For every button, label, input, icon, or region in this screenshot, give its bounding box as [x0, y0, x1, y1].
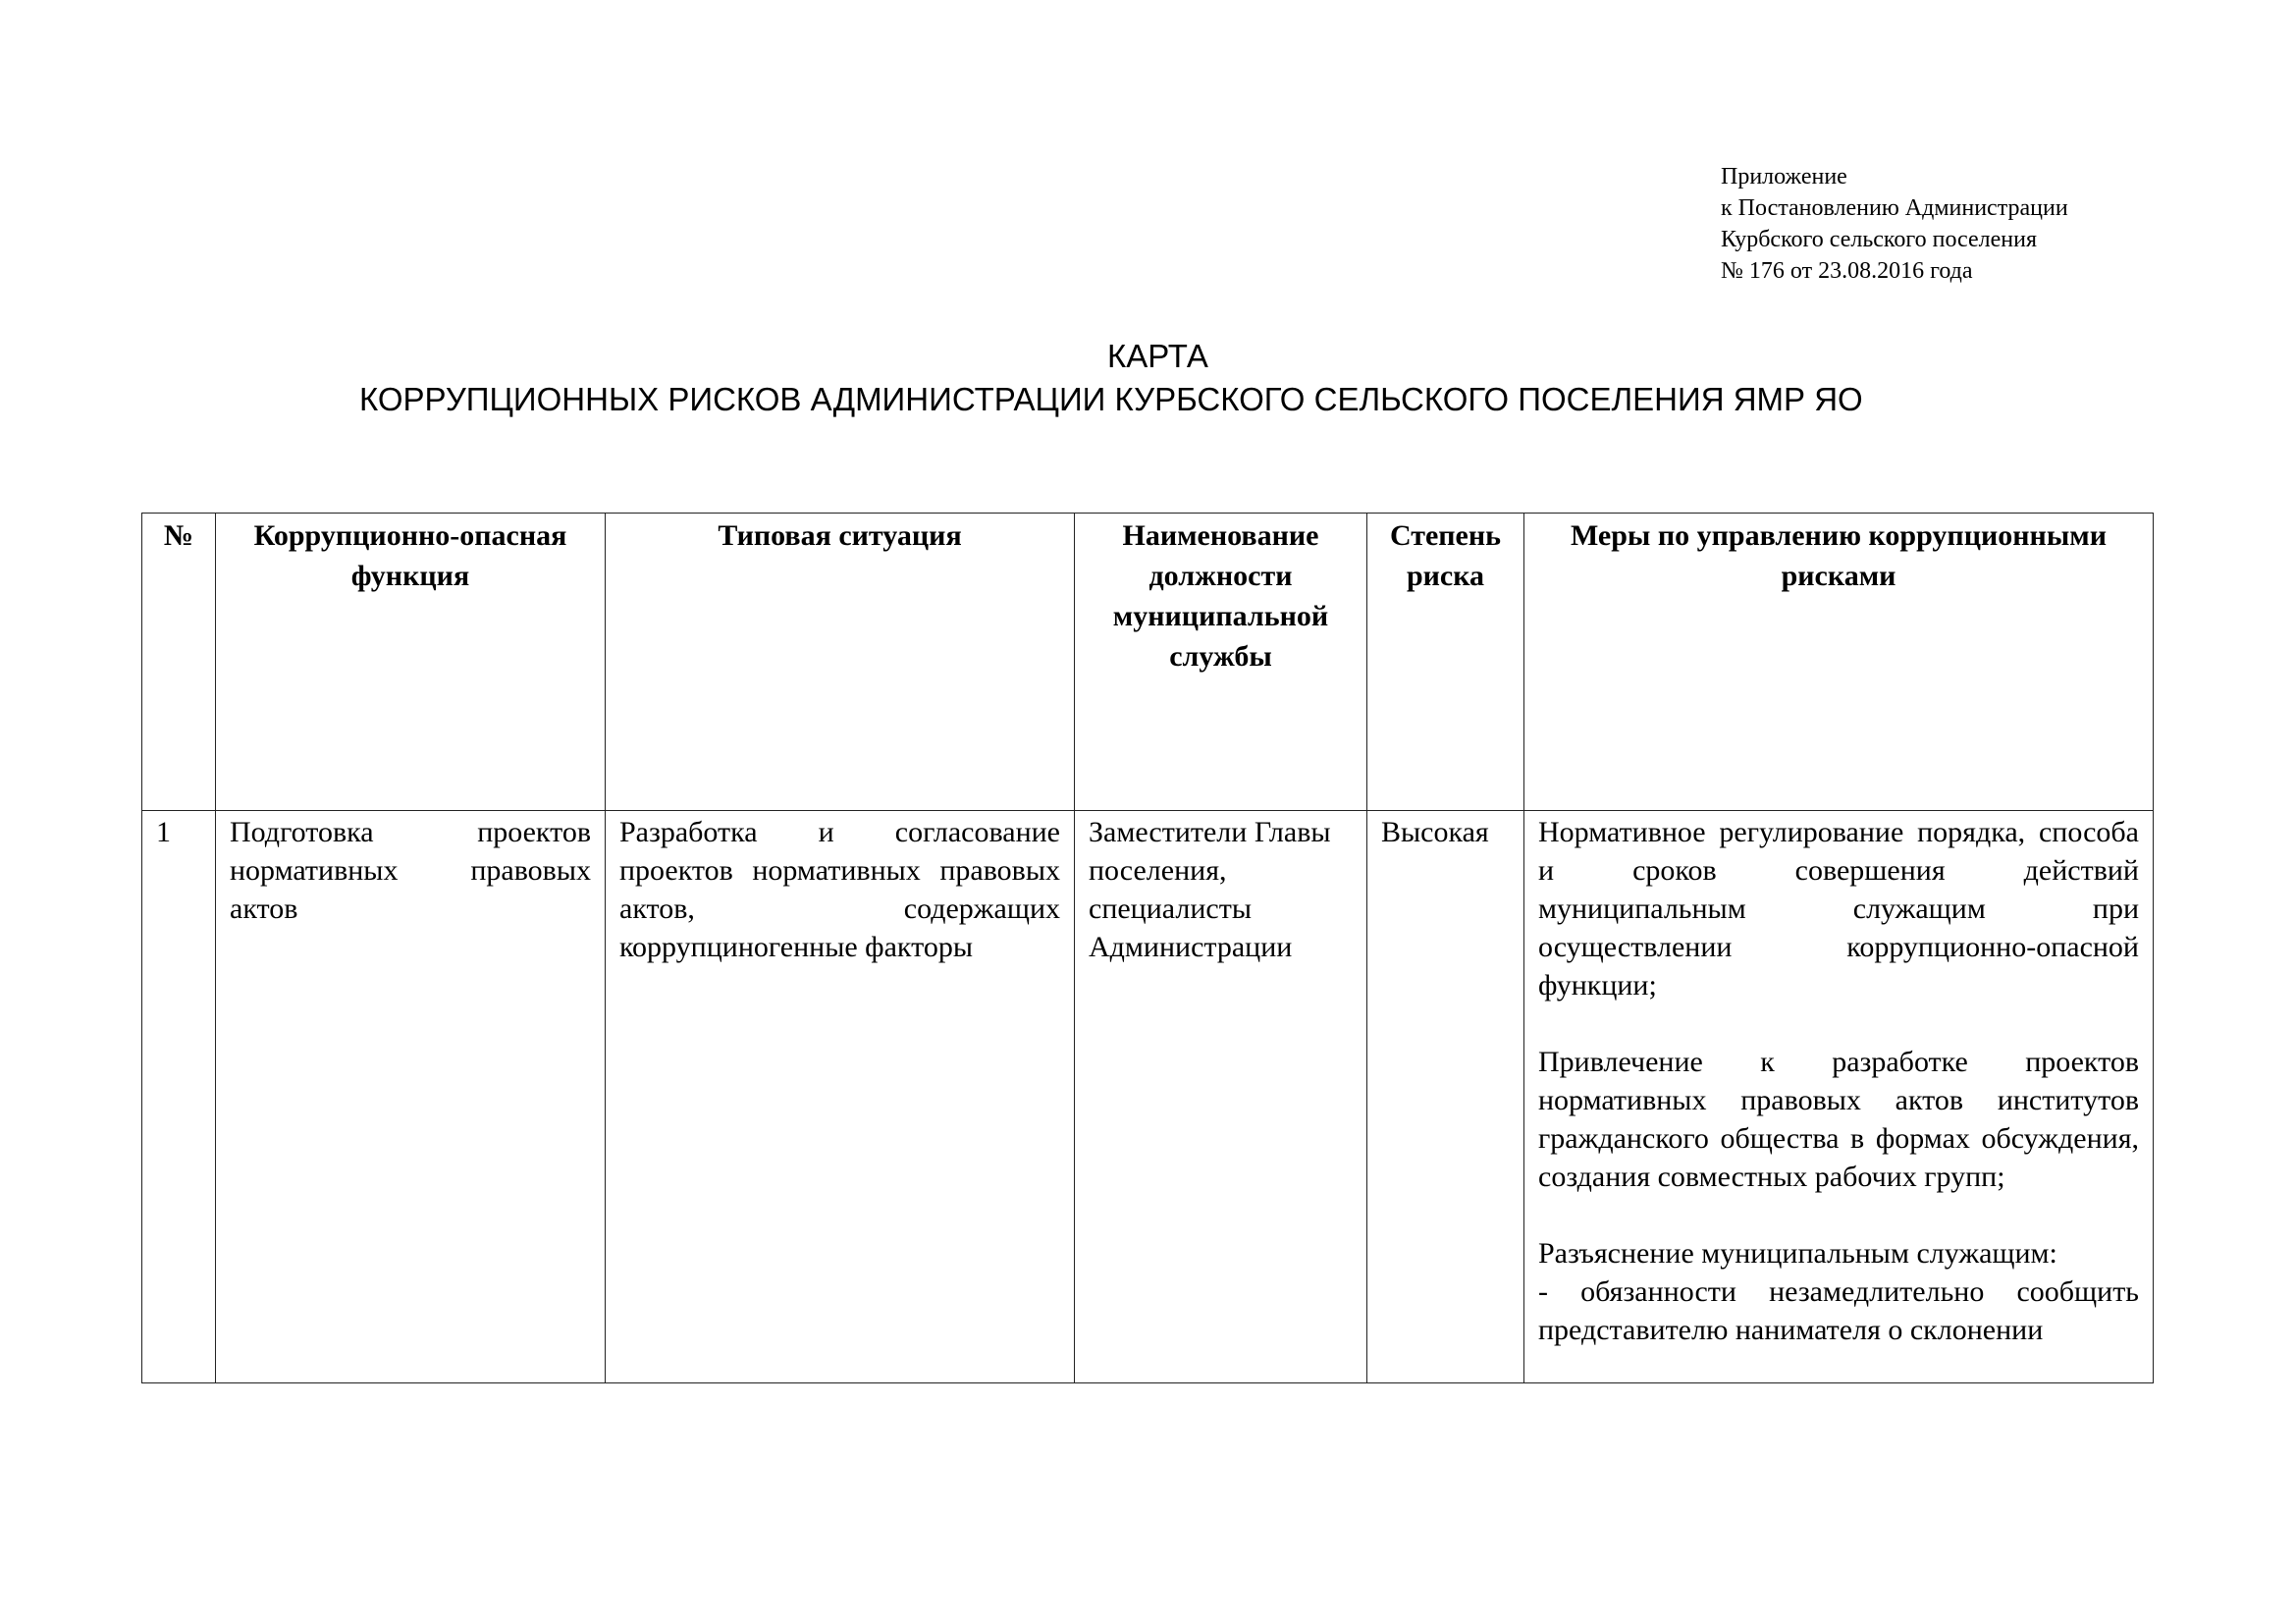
measure-paragraph-3-intro: Разъяснение муниципальным служащим: [1538, 1237, 2057, 1270]
header-risk: Степень риска [1367, 514, 1524, 811]
header-situation: Типовая ситуация [606, 514, 1075, 811]
appendix-line-2: к Постановлению Администрации [1721, 195, 2068, 221]
measure-paragraph-1: Нормативное регулирование порядка, способа и сроков совершения действий муниципальным служащим при осуществлении коррупционно-опасной функции; [1538, 816, 2139, 1001]
measure-paragraph-2: Привлечение к разработке проектов нормативных правовых актов институтов гражданского общества в формах обсуждения, создания совместных рабочих групп; [1538, 1046, 2139, 1193]
cell-risk: Высокая [1367, 811, 1524, 1383]
appendix-block [1721, 161, 2068, 287]
risk-table [141, 513, 2154, 1383]
header-position: Наименование должности муниципальной службы [1075, 514, 1367, 811]
appendix-line-1: Приложение [1721, 164, 1847, 189]
header-function: Коррупционно-опасная функция [216, 514, 606, 811]
table-header-row [142, 514, 2154, 811]
measure-paragraph-3-item: - обязанности незамедлительно сообщить представителю нанимателя о склонении [1538, 1275, 2139, 1346]
table-row [142, 811, 2154, 1383]
measure-paragraph-3 [1538, 1234, 2139, 1349]
document-subtitle: КОРРУПЦИОННЫХ РИСКОВ АДМИНИСТРАЦИИ КУРБСКОГО СЕЛЬСКОГО ПОСЕЛЕНИЯ ЯМР ЯО [359, 381, 1863, 417]
cell-situation: Разработка и согласование проектов нормативных правовых актов, содержащих коррупциногенные факторы [606, 811, 1075, 1383]
cell-function: Подготовка проектов нормативных правовых актов [216, 811, 606, 1383]
header-measures: Меры по управлению коррупционными рисками [1524, 514, 2154, 811]
header-number: № [142, 514, 216, 811]
cell-measures [1524, 811, 2154, 1383]
cell-position: Заместители Главы поселения, специалисты Администрации [1075, 811, 1367, 1383]
cell-number: 1 [142, 811, 216, 1383]
appendix-line-3: Курбского сельского поселения [1721, 227, 2038, 252]
document-title: КАРТА [1107, 338, 1208, 374]
appendix-line-4: № 176 от 23.08.2016 года [1721, 258, 1973, 284]
